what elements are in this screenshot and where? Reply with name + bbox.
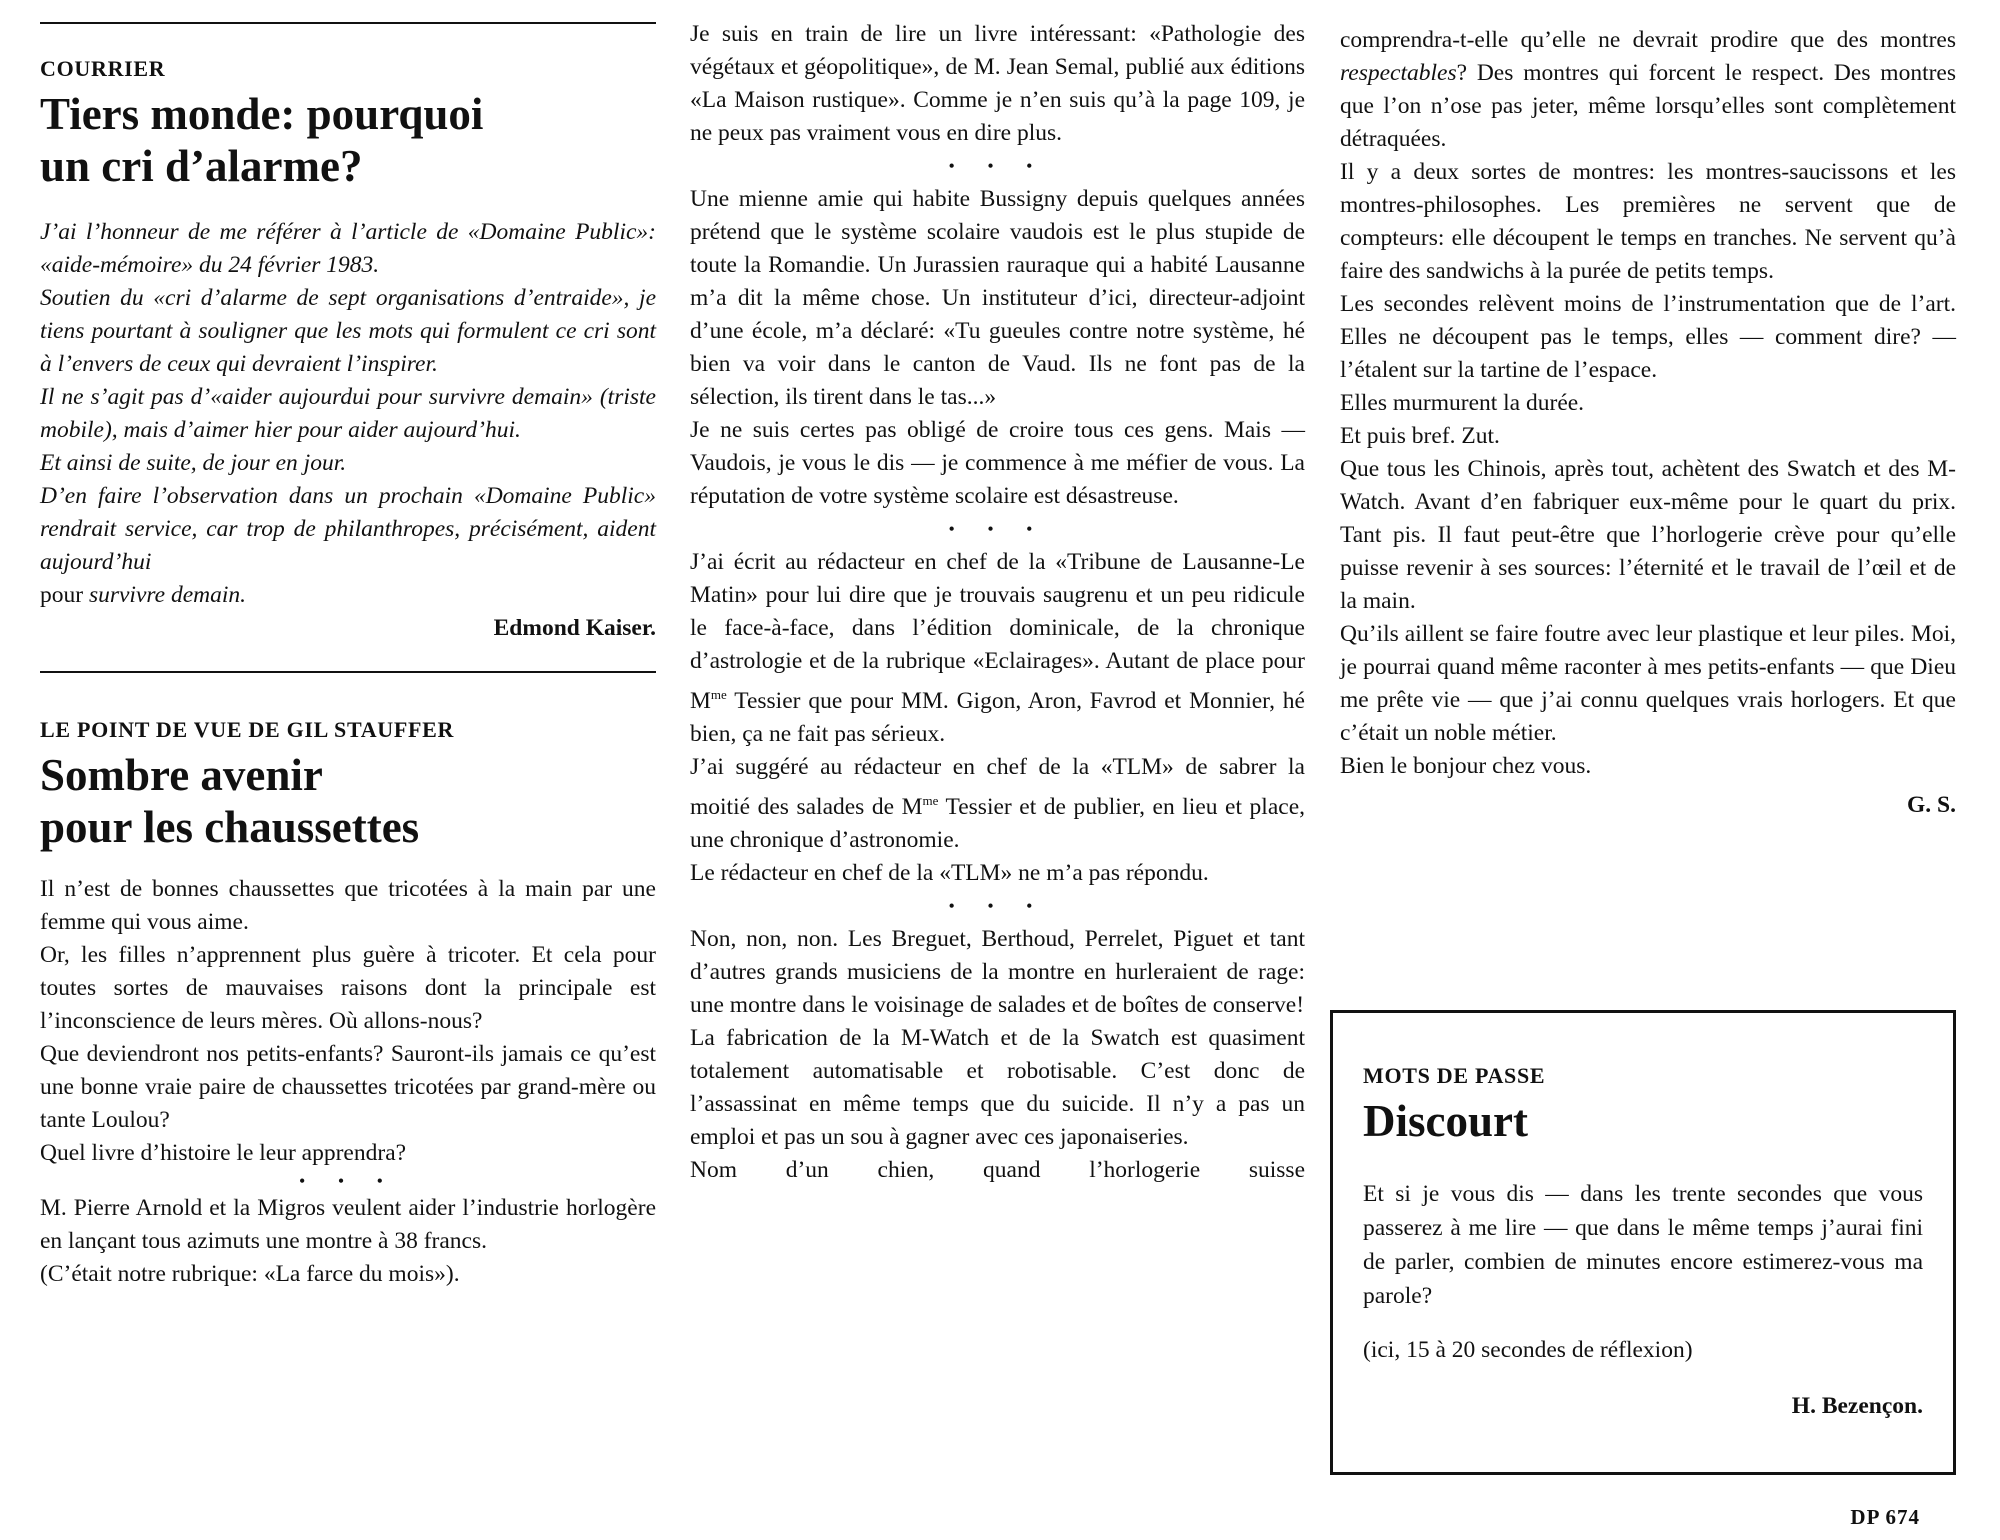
- courrier-paragraph: J’ai l’honneur de me référer à l’article de «Domaine Public»: «aide-mémoire» du 24 février 1983.: [40, 219, 656, 278]
- body-paragraph: Qu’ils aillent se faire foutre avec leur plastique et leur piles. Moi, je pourrai quand même raconter à mes petits-enfants — que Dieu me prête vie — que j’ai connu quelques vrais horlogers. Et que c’était un noble métier.: [1340, 621, 1956, 746]
- column-left: [40, 22, 656, 1291]
- body-paragraph: J’ai écrit au rédacteur en chef de la «Tribune de Lausanne-Le Matin» pour lui dire que je trouvais saugrenu et un peu ridicule le face-à-face, dans l’édition dominicale, de la chronique d’astrologie et de la rubrique «Eclairages». Autant de place pour $M^{me}$ Tessier que pour MM. Gigon, Aron, Favrod et Monnier, hé bien, ça ne fait pas sérieux.: [690, 549, 1305, 747]
- courrier-paragraph: Soutien du «cri d’alarme de sept organisations d’entraide», je tiens pourtant à souligner que les mots qui formulent ce cri sont à l’envers de ceux qui devraient l’inspirer.: [40, 285, 656, 377]
- separator-dots: • • •: [948, 895, 1047, 916]
- gs-signature: G. S.: [1907, 792, 1956, 818]
- separator-dots: • • •: [948, 156, 1047, 176]
- body-paragraph: Elles murmurent la durée.: [1340, 390, 1585, 416]
- separator-dots: • • •: [948, 519, 1047, 539]
- separator-dots: • • •: [299, 1171, 397, 1191]
- courrier-kicker: COURRIER: [40, 56, 166, 81]
- courrier-signature: Edmond Kaiser.: [493, 615, 656, 641]
- courrier-last-line: pour survivre demain.: [40, 582, 247, 608]
- body-paragraph: Bien le bonjour chez vous.: [1340, 753, 1592, 779]
- box-paragraph: (ici, 15 à 20 secondes de réflexion): [1363, 1337, 1693, 1363]
- page-folio: DP 674: [1850, 1505, 1920, 1529]
- column-middle: [690, 18, 1305, 1187]
- column-right: [1340, 24, 1956, 822]
- stauffer-paragraph: M. Pierre Arnold et la Migros veulent aider l’industrie horlogère en lançant tous azimuts une montre à 38 francs.: [40, 1195, 656, 1254]
- mots-de-passe-box: [1330, 1010, 1956, 1475]
- courrier-article: [40, 56, 656, 645]
- body-paragraph: Que tous les Chinois, après tout, achètent des Swatch et des M-Watch. Avant d’en fabriquer eux-même pour le quart du prix. Tant pis. Il faut peut-être que l’horlogerie crève pour qu’elle puisse revenir à ses sources: l’éternité et le travail de l’œil et de la main.: [1340, 456, 1956, 614]
- stauffer-paragraph: Il n’est de bonnes chaussettes que tricotées à la main par une femme qui vous aime.: [40, 876, 656, 935]
- stauffer-paragraph: Quel livre d’histoire le leur apprendra?: [40, 1140, 407, 1166]
- section-rule: [40, 671, 656, 673]
- courrier-paragraph: Il ne s’agit pas d’«aider aujourdui pour survivre demain» (triste mobile), mais d’aimer hier pour aider aujourd’hui.: [40, 384, 656, 443]
- stauffer-article: [40, 717, 656, 1291]
- courrier-paragraph: Et ainsi de suite, de jour en jour.: [40, 450, 347, 476]
- body-paragraph: Nom d’un chien, quand l’horlogerie suisse: [690, 1156, 1305, 1183]
- body-paragraph: Une mienne amie qui habite Bussigny depuis quelques années prétend que le système scolaire vaudois est le plus stupide de toute la Romandie. Un Jurassien rauraque qui a habité Lausanne m’a dit la même chose. Un instituteur d’ici, directeur-adjoint d’une école, m’a déclaré: «Tu gueules contre notre système, hé bien va voir dans le canton de Vaud. Ils ne font pas de la sélection, ils tirent dans le tas...»: [690, 186, 1305, 410]
- courrier-headline: Tiers monde: pourquoi un cri d’alarme?: [40, 89, 484, 191]
- body-paragraph: Le rédacteur en chef de la «TLM» ne m’a pas répondu.: [690, 859, 1209, 886]
- box-kicker: MOTS DE PASSE: [1363, 1063, 1546, 1088]
- stauffer-paragraph: (C’était notre rubrique: «La farce du mois»).: [40, 1261, 460, 1287]
- body-paragraph: La fabrication de la M-Watch et de la Swatch est quasiment totalement automatisable et robotisable. C’est donc de l’assassinat en même temps que du suicide. Il n’y a pas un emploi et pas un sou à gagner avec ces japonaiseries.: [690, 1024, 1305, 1150]
- body-paragraph: Non, non, non. Les Breguet, Berthoud, Perrelet, Piguet et tant d’autres grands musiciens de la montre en hurleraient de rage: une montre dans le voisinage de salades et de boîtes de conserve!: [690, 925, 1305, 1018]
- body-paragraph: comprendra-t-elle qu’elle ne devrait prodire que des montres respectables? Des montres qui forcent le respect. Des montres que l’on n’ose pas jeter, même lorsqu’elles sont complètement détraquées.: [1340, 27, 1956, 152]
- top-rule: [40, 22, 656, 24]
- box-paragraph: Et si je vous dis — dans les trente secondes que vous passerez à me lire — que dans le même temps j’aurai fini de parler, combien de minutes encore estimerez-vous ma parole?: [1363, 1181, 1923, 1309]
- box-signature: H. Bezençon.: [1791, 1393, 1923, 1419]
- courrier-paragraph: D’en faire l’observation dans un prochain «Domaine Public» rendrait service, car trop de philanthropes, précisément, aident aujourd’hui: [40, 483, 656, 575]
- body-paragraph: Je suis en train de lire un livre intéressant: «Pathologie des végétaux et géopolitique», de M. Jean Semal, publié aux éditions «La Maison rustique». Comme je n’en suis qu’à la page 109, je ne peux pas vraiment vous en dire plus.: [690, 21, 1305, 146]
- body-paragraph: Il y a deux sortes de montres: les montres-saucissons et les montres-philosophes. Les premières ne servent que de compteurs: elle découpent le temps en tranches. Ne servent qu’à faire des sandwichs à la purée de petits temps.: [1340, 159, 1956, 284]
- body-paragraph: Je ne suis certes pas obligé de croire tous ces gens. Mais — Vaudois, je vous le dis — je commence à me méfier de vous. La réputation de votre système scolaire est désastreuse.: [690, 417, 1305, 509]
- stauffer-paragraph: Que deviendront nos petits-enfants? Sauront-ils jamais ce qu’est une bonne vraie paire de chaussettes tricotées par grand-mère ou tante Loulou?: [40, 1041, 656, 1133]
- stauffer-kicker: LE POINT DE VUE DE GIL STAUFFER: [40, 717, 455, 742]
- body-paragraph: Et puis bref. Zut.: [1340, 423, 1500, 449]
- body-paragraph: J’ai suggéré au rédacteur en chef de la «TLM» de sabrer la moitié des salades de $M^{me}$ Tessier et de publier, en lieu et place, une chronique d’astronomie.: [690, 753, 1306, 853]
- stauffer-headline: Sombre avenir pour les chaussettes: [40, 750, 420, 852]
- stauffer-paragraph: Or, les filles n’apprennent plus guère à tricoter. Et cela pour toutes sortes de mauvaises raisons dont la principale est l’inconscience de leurs mères. Où allons-nous?: [40, 942, 656, 1034]
- box-headline: Discourt: [1363, 1096, 1528, 1146]
- body-paragraph: Les secondes relèvent moins de l’instrumentation que de l’art. Elles ne découpent pas le temps, elles — comment dire? — l’étalent sur la tartine de l’espace.: [1340, 291, 1956, 383]
